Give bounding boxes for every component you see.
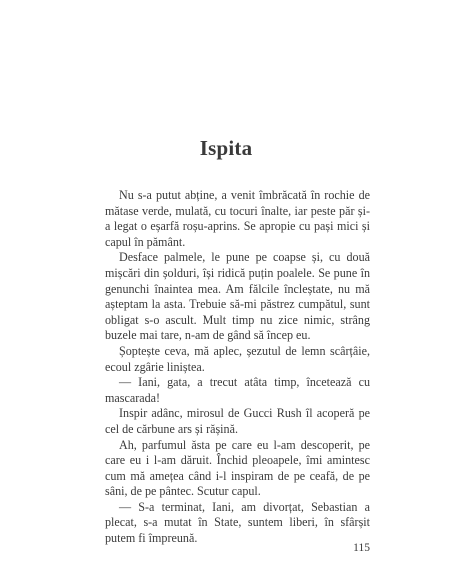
paragraph: Ah, parfumul ăsta pe care eu l-am descoperit, pe care eu i l-am dăruit. Închid pleoapele, îmi amintesc cum mă amețea când i-l inspiram de pe ceafă, de pe sâni, de pe pântec. Scutur capul. — [105, 437, 370, 499]
paragraph: Șoptește ceva, mă aplec, șezutul de lemn scârțâie, ecoul zgârie liniștea. — [105, 343, 370, 374]
chapter-title: Ispita — [199, 136, 253, 160]
paragraph: — Iani, gata, a trecut atâta timp, încetează cu mascarada! — [105, 375, 370, 405]
paragraph: — S-a terminat, Iani, am divorțat, Sebastian a plecat, s-a mutat în State, suntem liberi, în sfârșit putem fi împreună. — [105, 499, 370, 546]
paragraph: Nu s-a putut abține, a venit îmbrăcată în rochie de mătase verde, mulată, cu tocuri înalte, iar peste păr și-a legat o eșarfă roșu-aprins. Se apropie cu pași mici și capul în pământ. — [105, 188, 370, 249]
paragraph: Desface palmele, le pune pe coapse și, cu două mișcări din șolduri, își ridică puțin poalele. Se pune în genunchi înaintea mea. Am fălcile încleștate, nu mă așteptam la asta. Trebuie să-mi păstrez cumpătul, sunt obligat s-o ascult. Mult timp nu zice nimic, strâng buzele mai tare, n-am de gând să încep eu. — [105, 250, 370, 343]
page-number: 115 — [353, 542, 370, 554]
chapter-body — [105, 188, 370, 547]
paragraph: Inspir adânc, mirosul de Gucci Rush îl acoperă pe cel de cărbune ars și rășină. — [105, 406, 370, 436]
